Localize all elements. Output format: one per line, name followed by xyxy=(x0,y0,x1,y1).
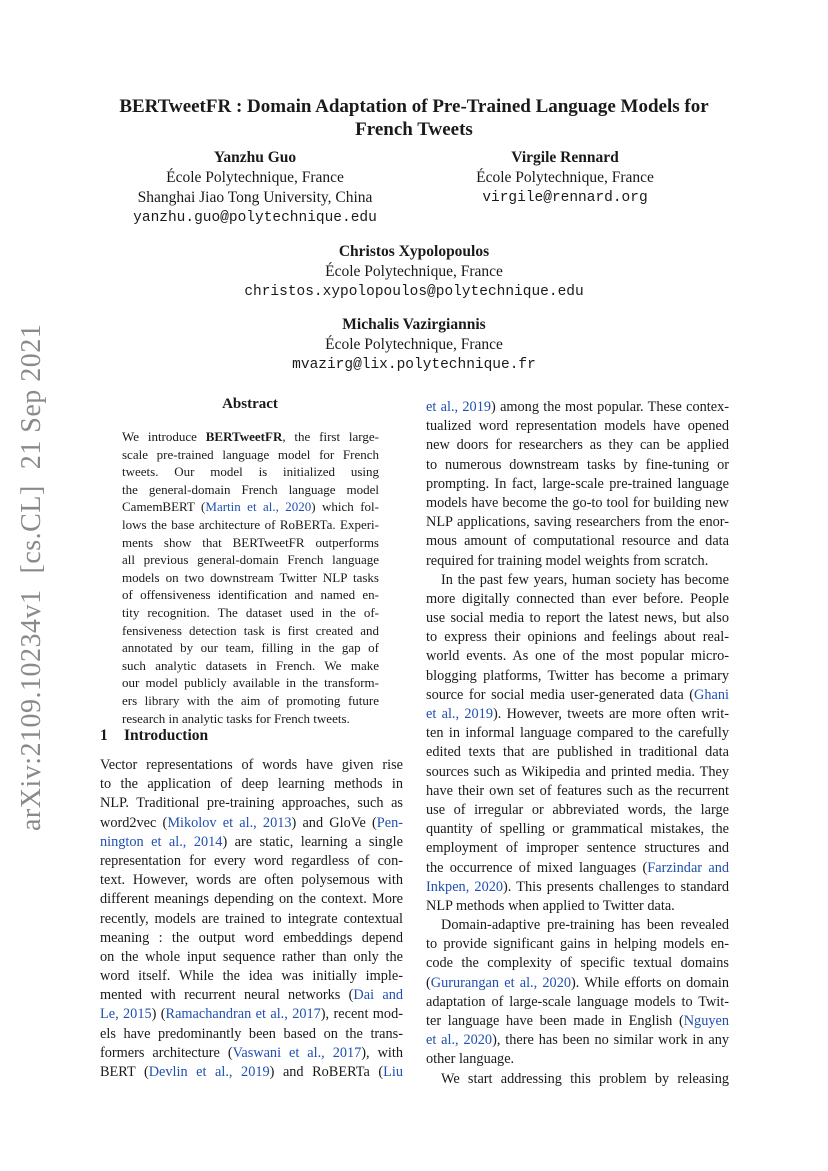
intro-column-right xyxy=(426,398,729,1089)
text-line xyxy=(100,833,403,852)
author-affiliation: École Polytechnique, France xyxy=(166,169,344,186)
author-block-xypolopoulos xyxy=(164,242,664,302)
text-run: ) among the most popular. These contex- xyxy=(491,399,729,415)
citation-link[interactable]: Gururangan et al., 2020 xyxy=(430,974,571,991)
citation-link[interactable]: et al., 2019 xyxy=(426,399,491,415)
author-email[interactable]: christos.xypolopoulos@polytechnique.edu xyxy=(244,284,584,300)
citation-link[interactable]: Devlin et al., 2019 xyxy=(148,1064,270,1080)
citation-link[interactable]: Ramachandran et al., 2017 xyxy=(165,1006,321,1023)
text-line xyxy=(122,428,379,446)
author-block-rennard xyxy=(420,148,710,208)
text-run: of offensiveness identification and named en- xyxy=(122,587,379,603)
arxiv-side-stamp xyxy=(16,323,48,831)
text-line xyxy=(426,782,729,801)
author-email[interactable]: yanzhu.guo@polytechnique.edu xyxy=(133,210,377,226)
text-line xyxy=(426,398,729,417)
text-run: ) and GloVe ( xyxy=(291,814,377,831)
text-run: NLP. Traditional pre-training approaches, such as xyxy=(100,795,403,812)
intro-column-left xyxy=(100,756,403,1082)
text-run: ( xyxy=(426,974,431,991)
text-run: adaptation of large-scale language models to Twit- xyxy=(426,993,729,1010)
text-line xyxy=(426,1070,729,1089)
text-line xyxy=(122,710,379,728)
text-run: different meanings depending on the context. More xyxy=(100,891,403,908)
text-line xyxy=(426,743,729,762)
text-run: fensiveness detection task is first created and xyxy=(122,622,379,638)
text-run: models have become the go-to tool for building new xyxy=(426,494,729,511)
text-line xyxy=(426,916,729,935)
text-line xyxy=(426,1012,729,1031)
text-run: meaning : the output word embeddings depend xyxy=(100,929,403,946)
text-line xyxy=(122,516,379,534)
text-run: source for social media user-generated data ( xyxy=(426,686,695,703)
text-run: ). However, tweets are more often writ- xyxy=(492,706,729,722)
text-run: scale pre-trained language model for French xyxy=(122,446,379,462)
text-run: prompting. In fact, large-scale pre-trained language xyxy=(426,475,729,492)
text-run: have their own set of features such as the recurrent xyxy=(426,782,729,799)
text-run: annotated by our team, filling in the gap of xyxy=(122,640,379,656)
text-line xyxy=(426,1050,729,1069)
text-run: use social media to report the latest news, but also xyxy=(426,610,729,627)
author-affiliation: Shanghai Jiao Tong University, China xyxy=(137,189,373,206)
arxiv-id[interactable]: arXiv:2109.10234v1 xyxy=(16,589,47,831)
text-run: ). While efforts on domain xyxy=(571,974,729,991)
text-line xyxy=(122,639,379,657)
text-run: ), there has been no similar work in any xyxy=(492,1032,730,1049)
text-line xyxy=(426,494,729,513)
citation-link[interactable]: Liu xyxy=(383,1064,403,1080)
text-line xyxy=(426,724,729,743)
text-run: the occurrence of mixed languages ( xyxy=(426,859,648,876)
author-affiliation: École Polytechnique, France xyxy=(325,263,503,280)
text-run: ) and RoBERTa ( xyxy=(269,1064,384,1080)
text-run: word itself. While the idea was initially imple- xyxy=(100,968,403,985)
text-line xyxy=(122,622,379,640)
text-run: sources such as Wikipedia and printed media. They xyxy=(426,763,729,780)
author-affiliation: École Polytechnique, France xyxy=(325,336,503,353)
text-run: to express their opinions and feelings about real- xyxy=(426,629,729,646)
section-heading xyxy=(100,727,208,745)
citation-link[interactable]: et al., 2019 xyxy=(426,706,493,722)
arxiv-date: 21 Sep 2021 xyxy=(16,323,47,470)
model-name: BERTweetFR xyxy=(205,429,283,444)
text-line xyxy=(426,667,729,686)
author-name: Christos Xypolopoulos xyxy=(338,243,490,260)
text-run: to the application of deep learning methods in xyxy=(100,776,403,793)
text-run: NLP methods when applied to Twitter data. xyxy=(426,897,675,914)
text-run: ten in informal language compared to the carefully xyxy=(426,725,729,742)
paper-title xyxy=(60,95,768,141)
text-line xyxy=(100,948,403,967)
text-run: other language. xyxy=(426,1051,515,1068)
text-run: tualized word representation models have opened xyxy=(426,418,729,435)
text-line xyxy=(426,974,729,993)
text-run: We introduce xyxy=(122,429,206,444)
author-affiliation: École Polytechnique, France xyxy=(476,169,654,186)
citation-link[interactable]: Dai and xyxy=(353,987,403,1004)
text-line xyxy=(100,814,403,833)
text-run: more digitally connected than ever before. People xyxy=(426,590,729,607)
citation-link[interactable]: Pen- xyxy=(376,814,403,831)
section-number: 1 xyxy=(100,727,108,744)
text-run: the general-domain French language model xyxy=(122,481,379,497)
author-name: Michalis Vazirgiannis xyxy=(342,316,486,333)
text-run: Vector representations of words have given rise xyxy=(100,757,403,773)
title-line-1: BERTweetFR : Domain Adaptation of Pre-Trained Language Models for xyxy=(119,96,709,117)
text-run: ers library with the aim of promoting future xyxy=(122,692,379,708)
text-line xyxy=(426,801,729,820)
text-run: to numerous downstream tasks by fine-tuning or xyxy=(426,456,729,473)
text-run: NLP applications, saving researchers from the enor- xyxy=(426,514,729,531)
text-line xyxy=(426,705,729,724)
text-run: ter language have been made in English ( xyxy=(426,1013,684,1029)
text-line xyxy=(100,929,403,948)
text-line xyxy=(100,871,403,890)
citation-link[interactable]: Farzindar and xyxy=(647,859,729,876)
citation-link[interactable]: et al., 2020 xyxy=(426,1032,493,1049)
text-run: quantity of spelling or grammatical mistakes, the xyxy=(426,821,729,838)
text-run: tity recognition. The dataset used in the of- xyxy=(122,604,379,620)
text-run: employment of improper sentence structures and xyxy=(426,840,729,857)
text-line xyxy=(100,756,403,775)
text-run: ). This presents challenges to standard xyxy=(503,878,729,895)
text-run: representation for every word regardless of con- xyxy=(100,852,403,869)
text-line xyxy=(100,1063,403,1082)
citation-link[interactable]: Mikolov et al., 2013 xyxy=(167,814,292,831)
text-run: text. However, words are often polysemous with xyxy=(100,872,403,889)
abstract-body xyxy=(122,428,379,727)
text-run: ), with xyxy=(361,1044,404,1061)
text-run: ments show that BERTweetFR outperforms xyxy=(122,534,379,550)
text-run: , the first large- xyxy=(282,429,379,444)
author-email[interactable]: virgile@rennard.org xyxy=(482,190,648,206)
text-line xyxy=(426,513,729,532)
text-run: ) ( xyxy=(151,1006,166,1023)
author-name: Virgile Rennard xyxy=(511,149,619,166)
text-run: on the whole input sequence rather than only the xyxy=(100,948,403,965)
citation-link[interactable]: Le, 2015 xyxy=(100,1006,152,1023)
citation-link[interactable]: Nguyen xyxy=(683,1013,729,1029)
text-line xyxy=(426,456,729,475)
text-run: mented with recurrent neural networks ( xyxy=(100,987,354,1004)
text-run: required for training model weights from scratch. xyxy=(426,552,709,569)
text-run: our model publicly available in the transform- xyxy=(122,675,379,691)
text-run: tweets. Our model is initialized using xyxy=(122,464,379,480)
text-line xyxy=(122,692,379,710)
text-run: world events. As one of the most popular micro- xyxy=(426,648,729,665)
text-line xyxy=(100,794,403,813)
text-line xyxy=(426,436,729,455)
text-run: such analytic datasets in French. We make xyxy=(122,657,379,673)
text-line xyxy=(426,1031,729,1050)
text-line xyxy=(122,446,379,464)
text-run: edited texts that are published in traditional data xyxy=(426,744,729,761)
text-line xyxy=(426,552,729,571)
text-run: mous amount of computational resource and data xyxy=(426,533,729,550)
citation-link[interactable]: nington et al., 2014 xyxy=(100,833,223,850)
text-line xyxy=(426,763,729,782)
arxiv-category: [cs.CL] xyxy=(16,485,47,574)
text-run: word2vec ( xyxy=(100,814,168,831)
text-line xyxy=(426,820,729,839)
text-line xyxy=(426,686,729,705)
text-run: lows the base architecture of RoBERTa. Experi- xyxy=(122,516,379,532)
text-line xyxy=(426,571,729,590)
text-line xyxy=(122,481,379,499)
text-line xyxy=(426,628,729,647)
text-run: to provide significant gains in helping models en- xyxy=(426,936,729,953)
text-line xyxy=(426,954,729,973)
citation-link[interactable]: Vaswani et al., 2017 xyxy=(232,1044,362,1061)
text-line xyxy=(122,463,379,481)
text-line xyxy=(100,1044,403,1063)
text-run: all previous general-domain French language xyxy=(122,552,379,568)
citation-link[interactable]: Ghani xyxy=(694,686,729,703)
text-run: models on two downstream Twitter NLP tasks xyxy=(122,569,379,585)
text-line xyxy=(122,674,379,692)
text-line xyxy=(100,1005,403,1024)
text-run: recently, models are trained to integrate contextual xyxy=(100,910,403,927)
author-email[interactable]: mvazirg@lix.polytechnique.fr xyxy=(292,357,536,373)
text-run: ), recent mod- xyxy=(320,1006,403,1023)
text-line xyxy=(426,839,729,858)
text-line xyxy=(100,1025,403,1044)
text-line xyxy=(122,551,379,569)
text-run: research in analytic tasks for French tweets. xyxy=(122,710,350,726)
text-line xyxy=(100,775,403,794)
text-line xyxy=(426,590,729,609)
text-run: Domain-adaptive pre-training has been revealed xyxy=(441,917,729,934)
text-run: use of irregular or abbreviated words, the large xyxy=(426,801,729,818)
text-run: CamemBERT ( xyxy=(122,499,206,515)
text-line xyxy=(122,569,379,587)
author-block-vazirgiannis xyxy=(164,315,664,375)
text-line xyxy=(122,498,379,516)
text-line xyxy=(122,604,379,622)
text-run: In the past few years, human society has become xyxy=(441,571,729,588)
text-run: ) which fol- xyxy=(311,499,379,515)
title-line-2: French Tweets xyxy=(355,119,473,140)
text-line xyxy=(426,475,729,494)
text-run: We start addressing this problem by releasing xyxy=(441,1070,729,1087)
text-line xyxy=(100,967,403,986)
citation-link[interactable]: Martin et al., 2020 xyxy=(205,499,312,515)
citation-link[interactable]: Inkpen, 2020 xyxy=(426,878,504,895)
abstract-heading: Abstract xyxy=(222,396,278,412)
section-title: Introduction xyxy=(124,727,209,744)
text-run: ) are static, learning a single xyxy=(222,833,404,850)
text-line xyxy=(426,897,729,916)
text-line xyxy=(122,586,379,604)
text-run: els have predominantly been based on the trans- xyxy=(100,1025,403,1042)
text-run: formers architecture ( xyxy=(100,1044,233,1061)
author-block-guo xyxy=(120,148,390,228)
text-line xyxy=(426,878,729,897)
text-line xyxy=(426,993,729,1012)
text-line xyxy=(426,859,729,878)
text-line xyxy=(426,935,729,954)
text-line xyxy=(426,609,729,628)
text-line xyxy=(100,986,403,1005)
text-line xyxy=(426,647,729,666)
text-line xyxy=(100,910,403,929)
author-name: Yanzhu Guo xyxy=(213,149,297,166)
text-run: BERT ( xyxy=(100,1064,149,1080)
text-run: blogging platforms, Twitter has become a primary xyxy=(426,667,729,684)
text-line xyxy=(100,890,403,909)
text-line xyxy=(122,534,379,552)
text-run: new doors for researchers as they can be applied xyxy=(426,437,729,454)
text-line xyxy=(100,852,403,871)
text-run: code the complexity of specific textual domains xyxy=(426,955,729,972)
text-line xyxy=(122,657,379,675)
text-line xyxy=(426,532,729,551)
text-line xyxy=(426,417,729,436)
